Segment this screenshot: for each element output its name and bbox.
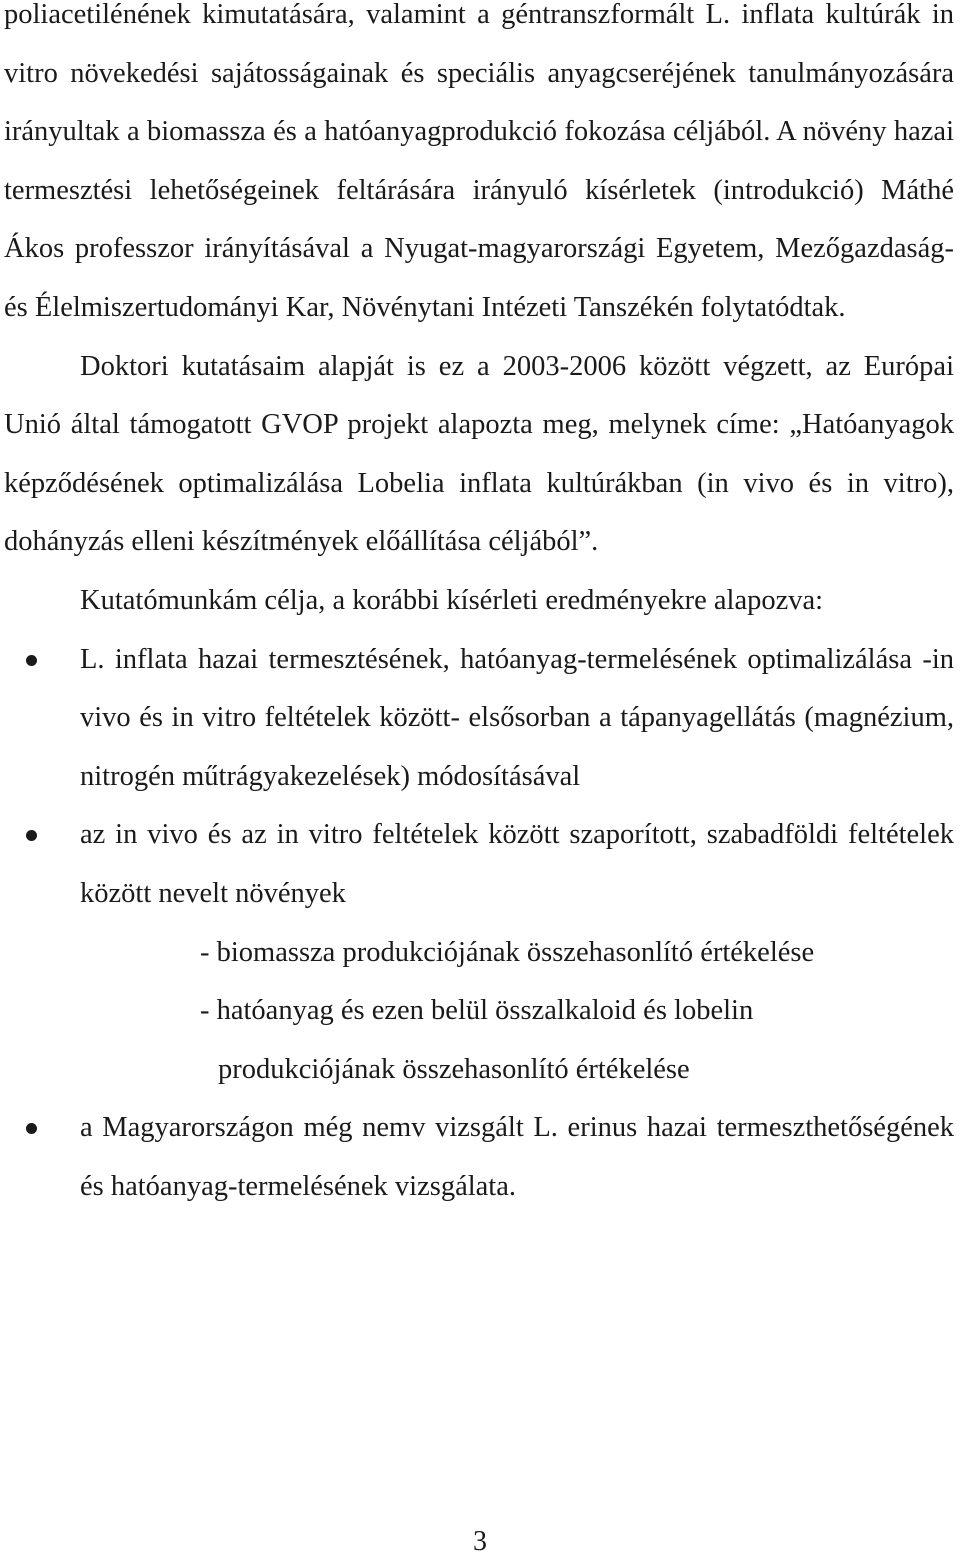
list-item	[4, 806, 954, 1099]
aims-list	[4, 631, 954, 1217]
bullet-icon	[26, 1123, 37, 1134]
intro-paragraph: poliacetilénének kimutatására, valamint a géntranszformált L. inflata kultúrák in vitro növekedési sajátosságainak és speciális anyagcseréjének tanulmányozására irányultak a biomassza és a hatóanyagprodukció fokozása céljából. A növény hazai termesztési lehetőségeinek feltárására irányuló kísérletek (introdukció) Máthé Ákos professzor irányításával a Nyugat-magyarországi Egyetem, Mezőgazdaság- és Élelmiszertudományi Kar, Növénytani Intézeti Tanszékén folytatódtak.	[4, 0, 954, 323]
list-item-text: az in vivo és az in vitro feltételek között szaporított, szabadföldi feltételek között nevelt növények	[80, 819, 954, 909]
sub-item: - hatóanyag és ezen belül összalkaloid és lobelin	[200, 995, 754, 1027]
list-item-text: a Magyarországon még nemv vizsgált L. erinus hazai termeszthetőségének és hatóanyag-termelésének vizsgálata.	[80, 1112, 954, 1202]
sub-item: - biomassza produkciójának összehasonlító értékelése	[200, 936, 815, 968]
aim-paragraph: Kutatómunkám célja, a korábbi kísérleti eredményekre alapozva:	[80, 584, 824, 616]
list-item	[4, 631, 954, 807]
list-item-text: L. inflata hazai termesztésének, hatóanyag-termelésének optimalizálása -in vivo és in vitro feltételek között- elsősorban a tápanyagellátás (magnézium, nitrogén műtrágyakezelések) módosításával	[80, 643, 954, 792]
page-number: 3	[473, 1526, 487, 1557]
bullet-icon	[26, 655, 37, 666]
document-page	[4, 0, 954, 1216]
doctoral-paragraph: Doktori kutatásaim alapját is ez a 2003-2006 között végzett, az Európai Unió által támogatott GVOP projekt alapozta meg, melynek címe: „Hatóanyagok képződésének optimalizálása Lobelia inflata kultúrákban (in vivo és in vitro), dohányzás elleni készítmények előállítása céljából”.	[4, 350, 954, 558]
list-item	[4, 1099, 954, 1216]
bullet-icon	[26, 830, 37, 841]
sub-item-continuation: produkciójának összehasonlító értékelése	[218, 1053, 690, 1085]
